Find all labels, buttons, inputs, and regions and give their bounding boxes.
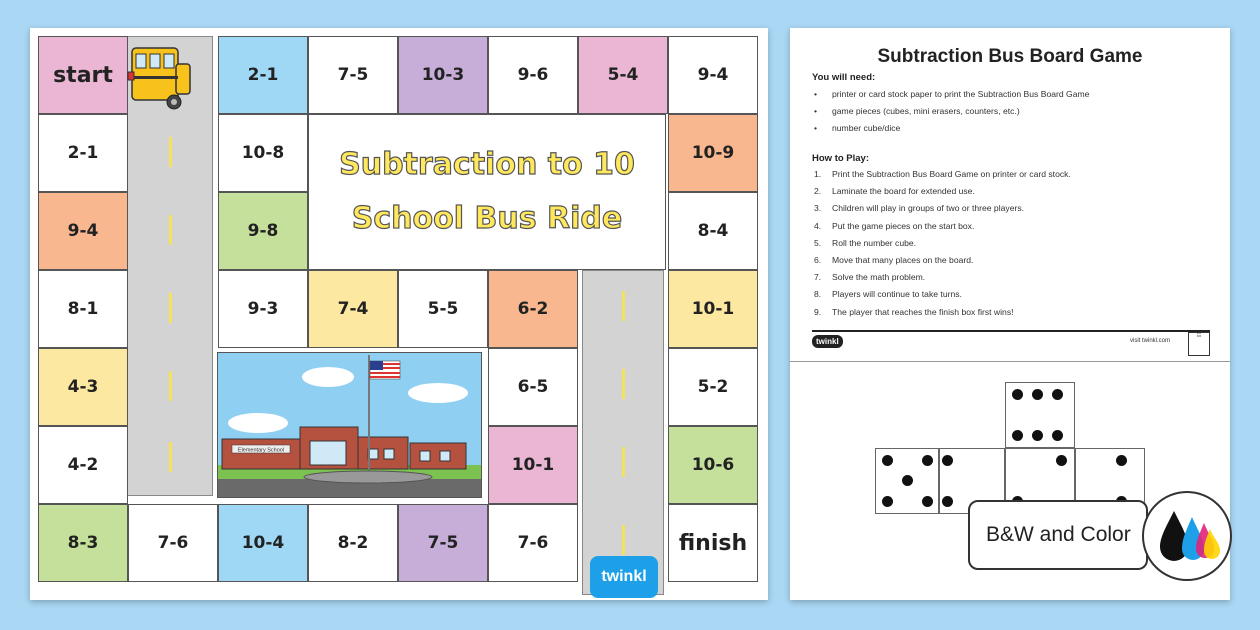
page-divider — [790, 361, 1230, 362]
school-sign-text: Elementary School — [237, 447, 285, 454]
board-cell[interactable]: 9-3 — [218, 270, 308, 348]
board-title-line1: Subtraction to 10 — [339, 147, 635, 182]
board-cell[interactable]: 2-1 — [38, 114, 128, 192]
board-cell[interactable]: 8-4 — [668, 192, 758, 270]
board-cell[interactable]: 9-8 — [218, 192, 308, 270]
road-dash — [622, 291, 625, 321]
board-cell[interactable]: 7-6 — [488, 504, 578, 582]
board-cell[interactable]: 10-3 — [398, 36, 488, 114]
list-item: 7. Solve the math problem. — [814, 272, 926, 283]
list-item: 6. Move that many places on the board. — [814, 254, 974, 265]
list-item: 1. Print the Subtraction Bus Board Game on printer or card stock. — [814, 169, 1071, 179]
need-heading: You will need: — [812, 72, 876, 83]
board-cell[interactable]: 9-6 — [488, 36, 578, 114]
board-cell[interactable]: 5-5 — [398, 270, 488, 348]
document-icon: ☷ — [1188, 332, 1210, 356]
board-cell[interactable]: 7-6 — [128, 504, 218, 582]
list-item: 3. Children will play in groups of two or three players. — [814, 203, 1025, 214]
howto-heading: How to Play: — [812, 153, 870, 164]
list-item: 5. Roll the number cube. — [814, 237, 917, 248]
board-cell[interactable]: 8-2 — [308, 504, 398, 582]
ink-icon — [1142, 491, 1232, 581]
school-illustration — [218, 353, 481, 497]
road-dash — [169, 215, 172, 245]
list-item: • printer or card stock paper to print the Subtraction Bus Board Game — [814, 89, 1090, 99]
road-dash — [622, 525, 625, 555]
board-cell[interactable]: 10-9 — [668, 114, 758, 192]
road-dash — [169, 371, 172, 401]
list-item: 9. The player that reaches the finish box first wins! — [814, 306, 1014, 317]
die-face-four — [1005, 382, 1075, 448]
footer-divider — [812, 330, 1210, 332]
steps-list — [814, 166, 1071, 321]
board-cell[interactable]: 8-1 — [38, 270, 128, 348]
board-cell[interactable]: 6-5 — [488, 348, 578, 426]
game-board-sheet — [30, 28, 768, 600]
board-cell[interactable]: 7-5 — [398, 504, 488, 582]
road-right — [582, 270, 664, 595]
board-cell[interactable]: 6-2 — [488, 270, 578, 348]
need-list — [814, 86, 1089, 138]
school-scene — [217, 352, 482, 498]
twinkl-logo: twinkl — [590, 556, 658, 598]
bw-color-badge: B&W and Color — [968, 500, 1148, 570]
footer-twinkl-logo: twinkl — [812, 335, 843, 348]
road-dash — [622, 447, 625, 477]
board-cell[interactable]: 10-6 — [668, 426, 758, 504]
board-cell[interactable]: 8-3 — [38, 504, 128, 582]
board-cell[interactable]: 5-4 — [578, 36, 668, 114]
board-cell[interactable]: 10-4 — [218, 504, 308, 582]
list-item: 4. Put the game pieces on the start box. — [814, 220, 975, 231]
board-title-box — [308, 114, 666, 270]
board-cell-start[interactable]: start — [38, 36, 128, 114]
board-cell[interactable]: 4-2 — [38, 426, 128, 504]
board-cell[interactable]: 9-4 — [38, 192, 128, 270]
board-cell-finish[interactable]: finish — [668, 504, 758, 582]
die-face-five — [875, 448, 939, 514]
board-cell[interactable]: 4-3 — [38, 348, 128, 426]
road-dash — [169, 293, 172, 323]
road-dash — [622, 369, 625, 399]
board-cell[interactable]: 7-4 — [308, 270, 398, 348]
board-cell[interactable]: 2-1 — [218, 36, 308, 114]
board-cell[interactable]: 7-5 — [308, 36, 398, 114]
board-cell[interactable]: 10-1 — [668, 270, 758, 348]
list-item: 2. Laminate the board for extended use. — [814, 186, 975, 197]
road-dash — [169, 442, 172, 472]
board-cell[interactable]: 10-8 — [218, 114, 308, 192]
footer-url[interactable]: visit twinkl.com — [1130, 338, 1171, 344]
list-item: 8. Players will continue to take turns. — [814, 289, 962, 300]
road-dash — [169, 137, 172, 167]
list-item: • game pieces (cubes, mini erasers, counters, etc.) — [814, 106, 1020, 117]
school-bus-icon — [126, 42, 196, 112]
board-cell[interactable]: 10-1 — [488, 426, 578, 504]
list-item: • number cube/dice — [814, 123, 901, 134]
board-cell[interactable]: 9-4 — [668, 36, 758, 114]
instructions-title: Subtraction Bus Board Game — [877, 46, 1143, 67]
board-cell[interactable]: 5-2 — [668, 348, 758, 426]
board-title-line2: School Bus Ride — [351, 201, 623, 236]
